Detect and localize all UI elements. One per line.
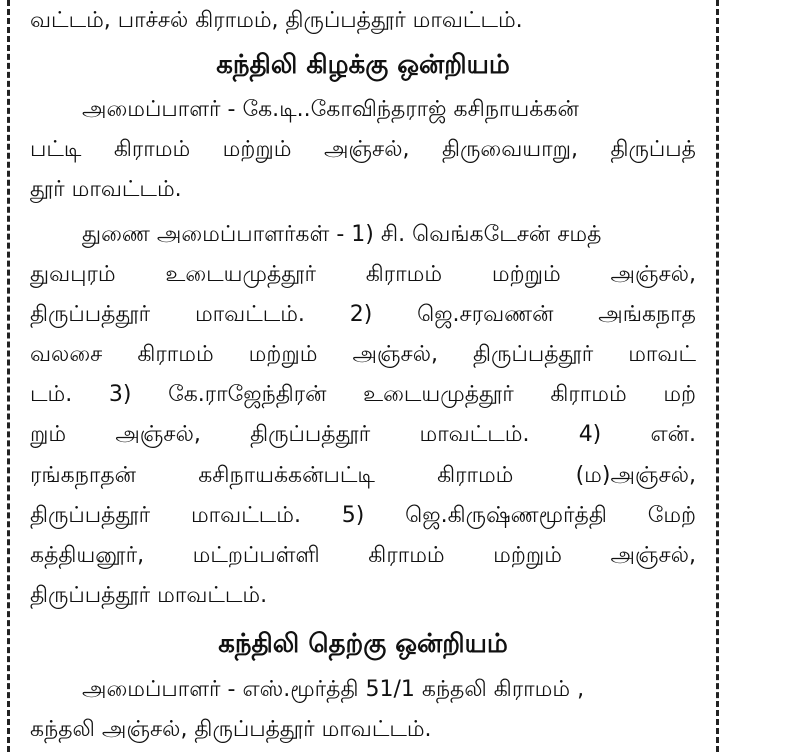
- paragraph-line: தூர் மாவட்டம்.: [30, 177, 182, 202]
- paragraph-line: துணை அமைப்பாளர்கள் - 1) சி. வெங்கடேசன் சமத்: [82, 222, 602, 247]
- paragraph-line: வலசை கிராமம் மற்றும் அஞ்சல், திருப்பத்தூர் மாவட்: [30, 342, 696, 367]
- top-line: வட்டம், பாச்சல் கிராமம், திருப்பத்தூர் மாவட்டம்.: [30, 8, 523, 33]
- column-divider-right: [716, 0, 719, 752]
- paragraph-line: கந்தலி அஞ்சல், திருப்பத்தூர் மாவட்டம்.: [30, 717, 432, 742]
- paragraph-line: திருப்பத்தூர் மாவட்டம்.: [30, 583, 268, 608]
- paragraph-line: அமைப்பாளர் - எஸ்.மூர்த்தி 51/1 கந்தலி கிராமம் ,: [82, 677, 585, 702]
- paragraph-line: ரங்கநாதன் கசிநாயக்கன்பட்டி கிராமம் (ம)அஞ்சல்,: [30, 463, 696, 488]
- paragraph-line: டம். 3) கே.ராஜேந்திரன் உடையமுத்தூர் கிராமம் மற்: [30, 382, 696, 407]
- paragraph-line: பட்டி கிராமம் மற்றும் அஞ்சல், திருவையாறு, திருப்பத்: [30, 137, 696, 162]
- paragraph-line: திருப்பத்தூர் மாவட்டம். 5) ஜெ.கிருஷ்ணமூர்த்தி மேற்: [30, 503, 696, 528]
- paragraph-line: றும் அஞ்சல், திருப்பத்தூர் மாவட்டம். 4) என்.: [30, 422, 696, 447]
- column-divider-left: [7, 0, 10, 752]
- paragraph-line: திருப்பத்தூர் மாவட்டம். 2) ஜெ.சரவணன் அங்கநாத: [30, 302, 696, 327]
- section-heading-kandhili-south: கந்திலி தெற்கு ஒன்றியம்: [218, 629, 508, 659]
- paragraph-line: கத்தியனூர், மட்றப்பள்ளி கிராமம் மற்றும் அஞ்சல்,: [30, 543, 696, 568]
- paragraph-line: துவபுரம் உடையமுத்தூர் கிராமம் மற்றும் அஞ்சல்,: [30, 262, 696, 287]
- section-heading-kandhili-east: கந்திலி கிழக்கு ஒன்றியம்: [216, 50, 510, 80]
- paragraph-line: அமைப்பாளர் - கே.டி..கோவிந்தராஜ் கசிநாயக்கன்: [82, 97, 579, 122]
